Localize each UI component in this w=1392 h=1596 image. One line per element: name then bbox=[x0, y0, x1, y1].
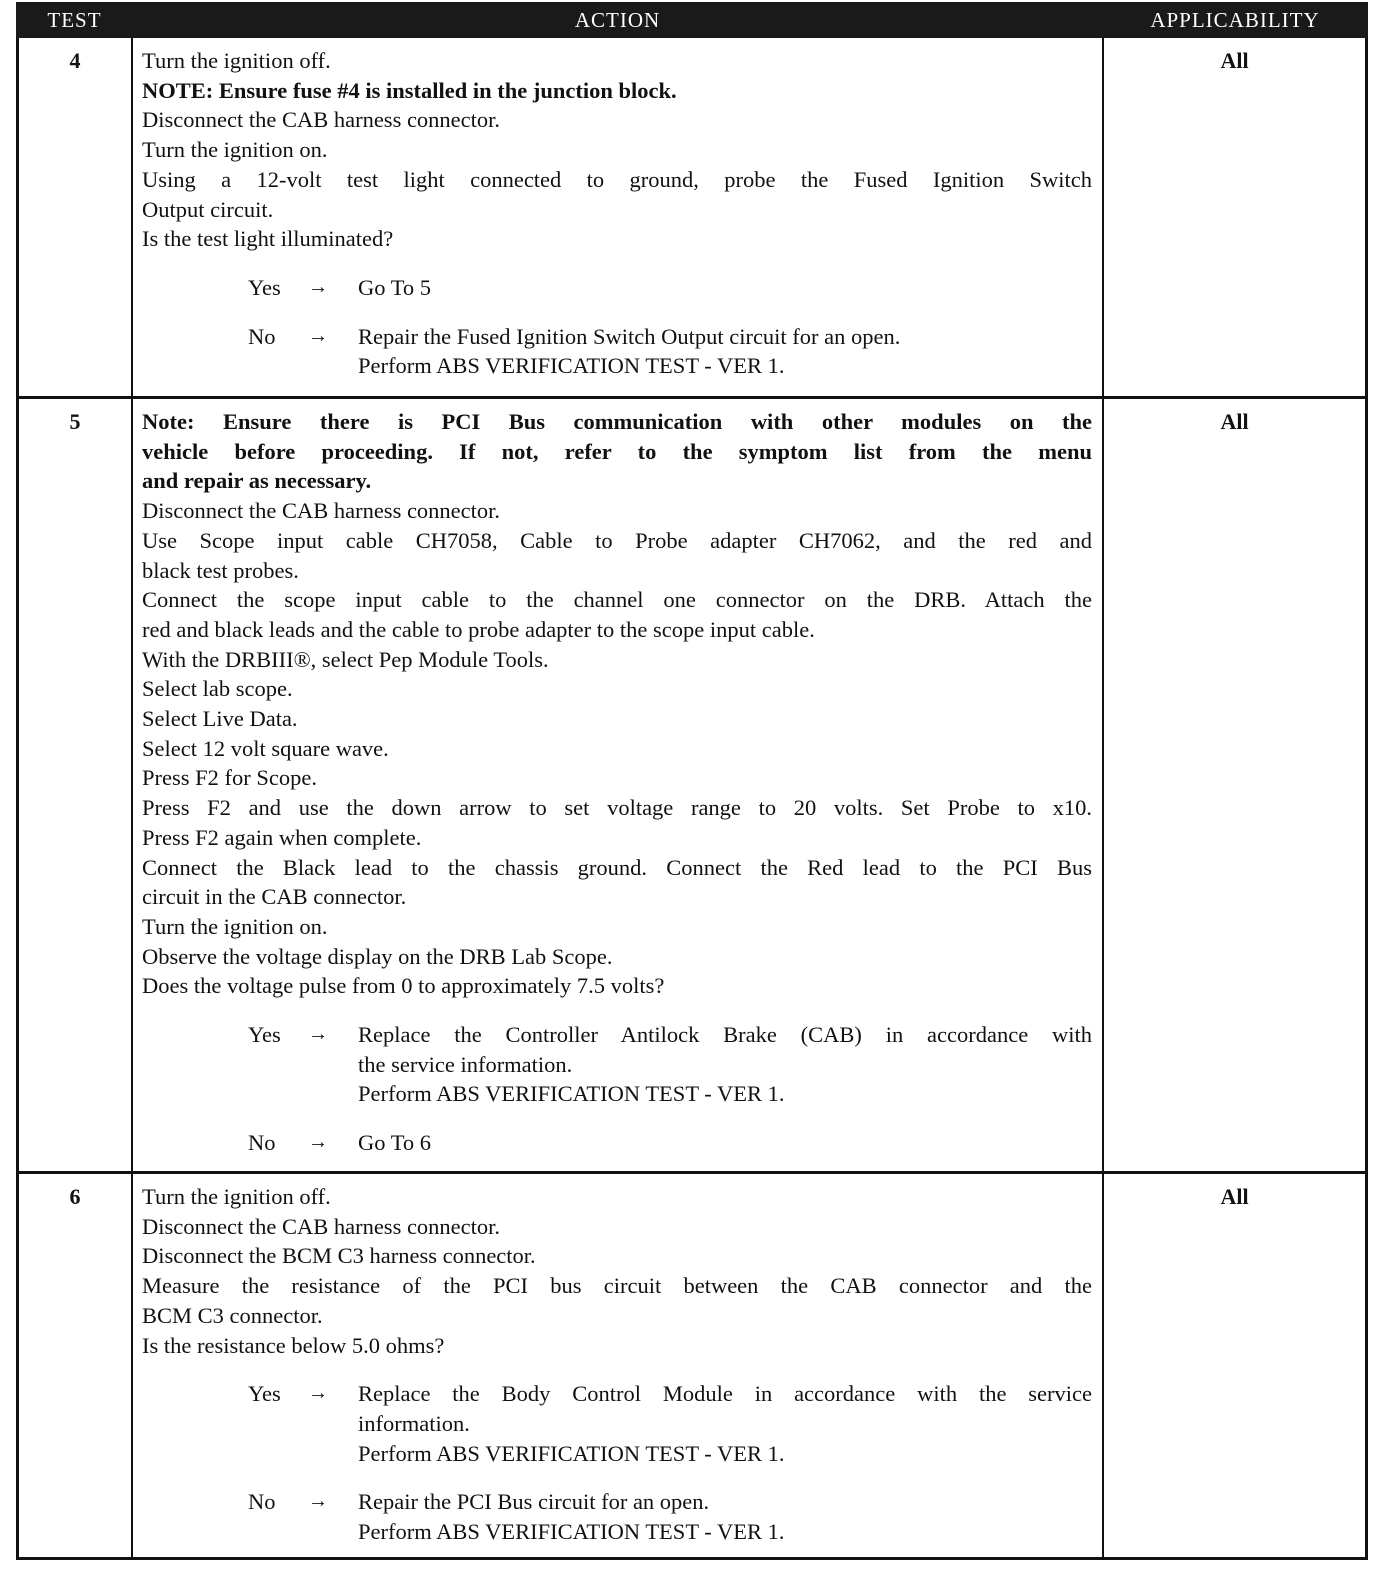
header-applicability: APPLICABILITY bbox=[1150, 7, 1320, 32]
answer-no bbox=[142, 1487, 1092, 1546]
answer-text-line: Repair the Fused Ignition Switch Output circuit for an open. bbox=[358, 323, 901, 349]
right-arrow-icon: → bbox=[308, 1023, 328, 1046]
answer-text-line: Repair the PCI Bus circuit for an open. bbox=[358, 1489, 710, 1515]
action-line: Select lab scope. bbox=[142, 676, 293, 702]
right-arrow-icon: → bbox=[308, 1490, 328, 1513]
action-line: Select 12 volt square wave. bbox=[142, 735, 389, 761]
action-line: Select Live Data. bbox=[142, 706, 298, 732]
answer-yes bbox=[142, 1020, 1092, 1109]
test-number: 4 bbox=[19, 38, 133, 396]
right-arrow-icon: → bbox=[308, 1382, 328, 1405]
answer-text-line: Perform ABS VERIFICATION TEST - VER 1. bbox=[358, 353, 785, 379]
answer-text bbox=[358, 1487, 1092, 1546]
applicability-cell: All bbox=[1220, 48, 1249, 73]
action-line: red and black leads and the cable to probe adapter to the scope input cable. bbox=[142, 616, 815, 642]
answer-text-line: Perform ABS VERIFICATION TEST - VER 1. bbox=[358, 1081, 785, 1107]
action-line: Turn the ignition on. bbox=[142, 913, 328, 939]
answer-text bbox=[358, 322, 1092, 381]
answer-text-line: Go To 5 bbox=[358, 274, 432, 300]
answer-yes bbox=[142, 1379, 1092, 1468]
answer-text-line: Replace the Controller Antilock Brake (CAB) in accordance with bbox=[358, 1022, 1092, 1048]
test-number: 5 bbox=[19, 399, 133, 1171]
test-number: 6 bbox=[19, 1174, 133, 1557]
right-arrow-icon: → bbox=[308, 324, 328, 347]
action-line: Press F2 for Scope. bbox=[142, 765, 317, 791]
answer-text-line: Perform ABS VERIFICATION TEST - VER 1. bbox=[358, 1440, 785, 1466]
answer-text-line: Perform ABS VERIFICATION TEST - VER 1. bbox=[358, 1519, 785, 1545]
action-line: Turn the ignition off. bbox=[142, 48, 331, 73]
table-header bbox=[16, 2, 1368, 38]
answer-label: No bbox=[248, 323, 276, 349]
action-line: Turn the ignition off. bbox=[142, 1184, 331, 1209]
answer-no bbox=[142, 322, 1092, 381]
action-line: Connect the scope input cable to the channel one connector on the DRB. Attach the bbox=[142, 587, 1092, 613]
answer-text-line: the service information. bbox=[358, 1051, 573, 1077]
action-line: Disconnect the CAB harness connector. bbox=[142, 498, 501, 524]
action-line: Using a 12-volt test light connected to ground, probe the Fused Ignition Switch bbox=[142, 166, 1092, 192]
action-note: and repair as necessary. bbox=[142, 468, 372, 494]
action-line: Output circuit. bbox=[142, 196, 274, 222]
test-row-6 bbox=[16, 1174, 1368, 1560]
action-cell bbox=[133, 1174, 1104, 1557]
answer-text-line: Replace the Body Control Module in accordance with the service bbox=[358, 1381, 1092, 1407]
answer-label: Yes bbox=[248, 274, 281, 300]
action-cell bbox=[133, 399, 1104, 1171]
action-line: Disconnect the CAB harness connector. bbox=[142, 107, 501, 133]
answer-list bbox=[142, 273, 1092, 381]
answer-text-line: information. bbox=[358, 1410, 470, 1436]
answer-label: No bbox=[248, 1130, 276, 1156]
answer-label: Yes bbox=[248, 1381, 281, 1407]
action-line: black test probes. bbox=[142, 557, 299, 583]
action-line: Press F2 again when complete. bbox=[142, 824, 422, 850]
test-row-5 bbox=[16, 399, 1368, 1174]
applicability-cell: All bbox=[1220, 1184, 1249, 1209]
header-test: TEST bbox=[47, 7, 102, 32]
right-arrow-icon: → bbox=[308, 1131, 328, 1154]
action-line: Measure the resistance of the PCI bus circuit between the CAB connector and the bbox=[142, 1273, 1092, 1299]
action-line: Disconnect the BCM C3 harness connector. bbox=[142, 1243, 536, 1269]
action-question: Is the test light illuminated? bbox=[142, 226, 394, 252]
applicability-cell: All bbox=[1220, 409, 1249, 434]
action-line: Observe the voltage display on the DRB Lab Scope. bbox=[142, 943, 613, 969]
action-cell bbox=[133, 38, 1104, 396]
action-line: circuit in the CAB connector. bbox=[142, 884, 407, 910]
test-row-4 bbox=[16, 38, 1368, 399]
answer-text bbox=[358, 1020, 1092, 1109]
action-line: Connect the Black lead to the chassis ground. Connect the Red lead to the PCI Bus bbox=[142, 854, 1092, 880]
answer-yes bbox=[142, 273, 1092, 303]
answer-text bbox=[358, 1379, 1092, 1468]
action-line: BCM C3 connector. bbox=[142, 1302, 323, 1328]
action-line: Use Scope input cable CH7058, Cable to Probe adapter CH7062, and the red and bbox=[142, 527, 1092, 553]
action-question: Is the resistance below 5.0 ohms? bbox=[142, 1332, 445, 1358]
diagnostic-table bbox=[16, 2, 1368, 1560]
answer-text-line: Go To 6 bbox=[358, 1130, 432, 1156]
action-note: NOTE: Ensure fuse #4 is installed in the junction block. bbox=[142, 77, 677, 103]
action-question: Does the voltage pulse from 0 to approximately 7.5 volts? bbox=[142, 973, 665, 999]
answer-list bbox=[142, 1020, 1092, 1158]
answer-label: Yes bbox=[248, 1022, 281, 1048]
action-line: With the DRBIII®, select Pep Module Tools. bbox=[142, 646, 549, 672]
action-line: Press F2 and use the down arrow to set voltage range to 20 volts. Set Probe to x10. bbox=[142, 795, 1092, 821]
answer-text bbox=[358, 1128, 1092, 1158]
answer-label: No bbox=[248, 1489, 276, 1515]
action-note: vehicle before proceeding. If not, refer to the symptom list from the menu bbox=[142, 438, 1092, 464]
answer-list bbox=[142, 1379, 1092, 1547]
answer-no bbox=[142, 1128, 1092, 1158]
answer-text bbox=[358, 273, 1092, 303]
action-note: Note: Ensure there is PCI Bus communication with other modules on the bbox=[142, 409, 1092, 434]
action-line: Turn the ignition on. bbox=[142, 137, 328, 163]
header-action: ACTION bbox=[574, 7, 661, 32]
action-line: Disconnect the CAB harness connector. bbox=[142, 1213, 501, 1239]
right-arrow-icon: → bbox=[308, 275, 328, 298]
